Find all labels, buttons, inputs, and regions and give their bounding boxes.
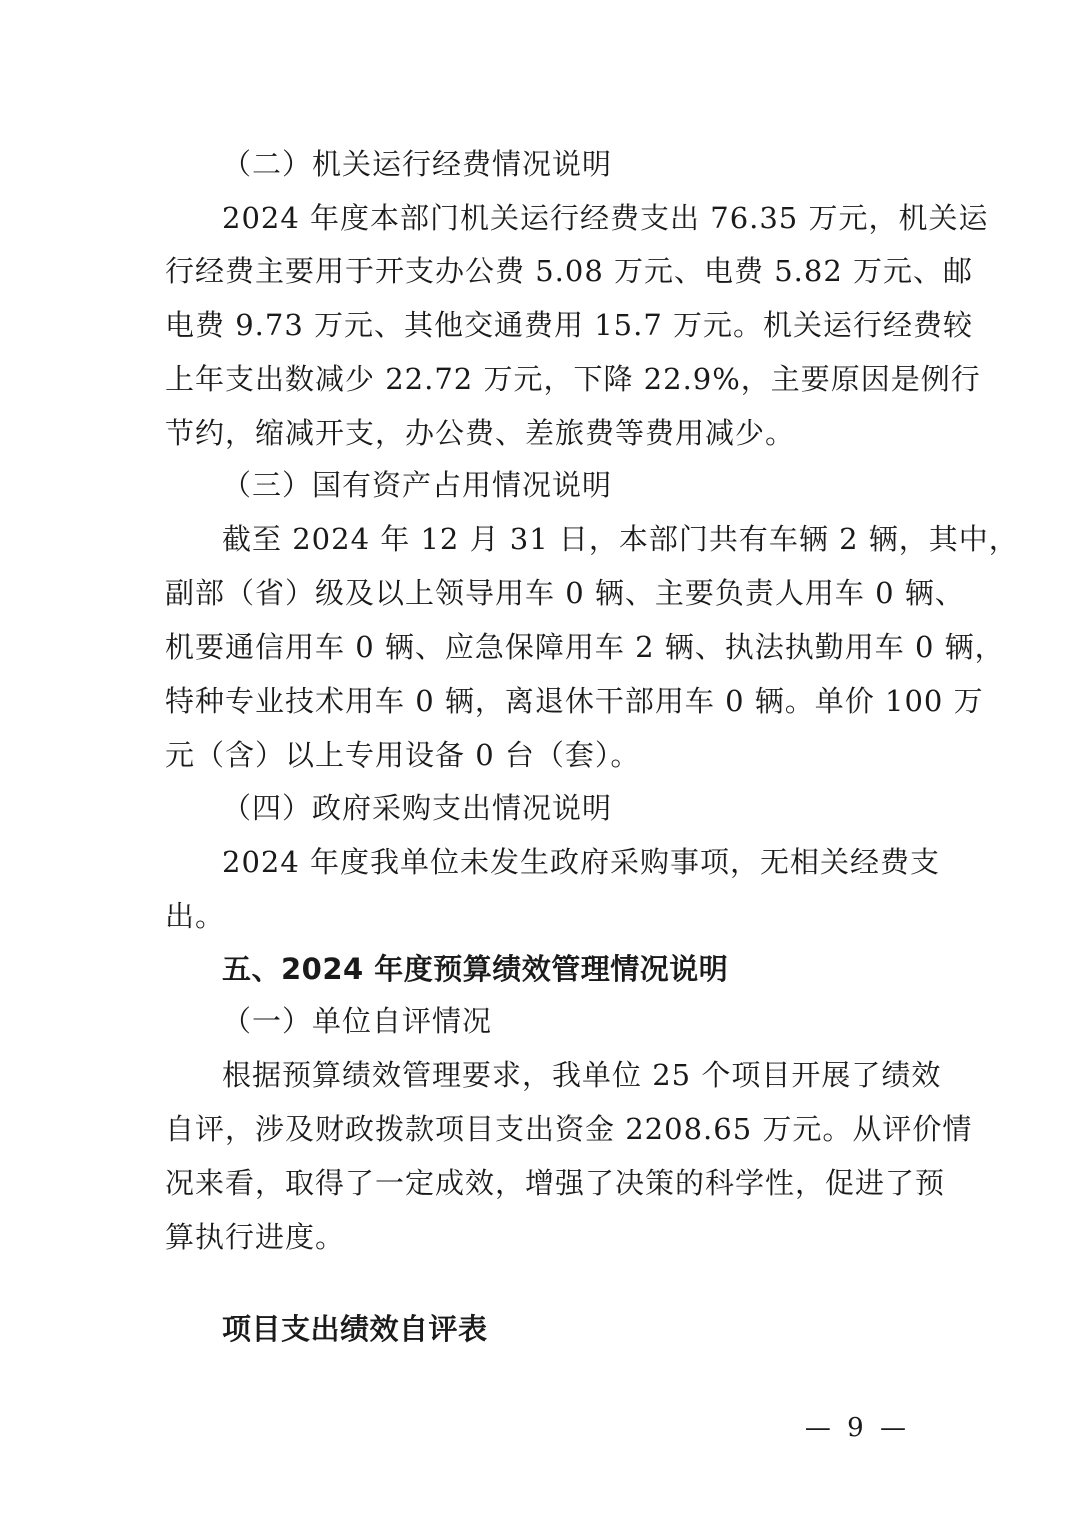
paragraph-line: 行经费主要用于开支办公费 5.08 万元、电费 5.82 万元、邮 [165, 254, 974, 288]
section-heading-4: （四）政府采购支出情况说明 [222, 791, 613, 825]
paragraph-line: 算执行进度。 [165, 1220, 346, 1254]
paragraph-line: 电费 9.73 万元、其他交通费用 15.7 万元。机关运行经费较 [165, 308, 974, 342]
paragraph-line: 2024 年度本部门机关运行经费支出 76.35 万元，机关运 [222, 201, 989, 235]
section-heading-3: （三）国有资产占用情况说明 [222, 468, 613, 502]
page-number: — 9 — [804, 1413, 910, 1443]
subsection-heading-5-1: （一）单位自评情况 [222, 1004, 493, 1038]
paragraph-line: 上年支出数减少 22.72 万元，下降 22.9%，主要原因是例行 [165, 362, 981, 396]
paragraph-line: 元（含）以上专用设备 0 台（套）。 [165, 738, 641, 772]
paragraph-line: 特种专业技术用车 0 辆，离退休干部用车 0 辆。单价 100 万 [165, 684, 984, 718]
paragraph-line: 副部（省）级及以上领导用车 0 辆、主要负责人用车 0 辆、 [165, 576, 965, 610]
table-title: 项目支出绩效自评表 [222, 1312, 488, 1346]
section-heading-2: （二）机关运行经费情况说明 [222, 147, 613, 181]
paragraph-line: 出。 [165, 899, 226, 933]
paragraph-line: 截至 2024 年 12 月 31 日，本部门共有车辆 2 辆，其中， [222, 522, 1019, 556]
paragraph-line: 根据预算绩效管理要求，我单位 25 个项目开展了绩效 [222, 1058, 942, 1092]
paragraph-line: 机要通信用车 0 辆、应急保障用车 2 辆、执法执勤用车 0 辆， [165, 630, 1005, 664]
section-heading-5: 五、2024 年度预算绩效管理情况说明 [222, 952, 729, 986]
paragraph-line: 况来看，取得了一定成效，增强了决策的科学性，促进了预 [165, 1166, 946, 1200]
paragraph-line: 节约，缩减开支，办公费、差旅费等费用减少。 [165, 416, 796, 450]
paragraph-line: 自评，涉及财政拨款项目支出资金 2208.65 万元。从评价情 [165, 1112, 973, 1146]
paragraph-line: 2024 年度我单位未发生政府采购事项，无相关经费支 [222, 845, 941, 879]
